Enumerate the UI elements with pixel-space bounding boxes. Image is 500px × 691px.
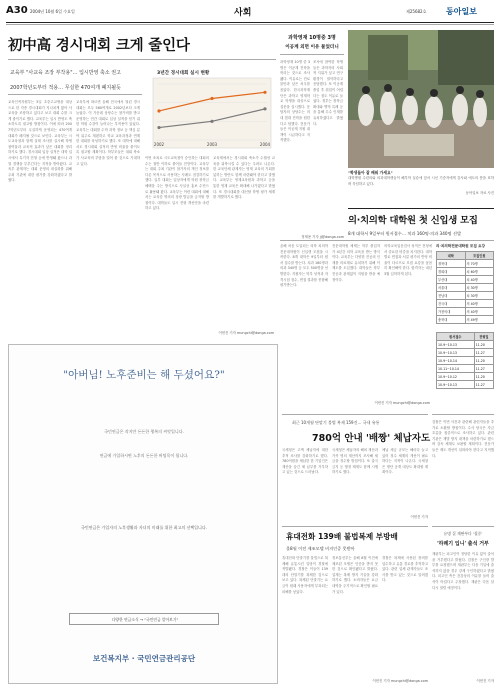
table-cell: 10.11~10.14 xyxy=(437,365,475,373)
sidebar-subtitle: 이공계 외면 이유 물었더니 xyxy=(285,45,339,50)
body-column: 전문대학원 체제는 학부 졸업자가 4년간 의학 교육을 받는 방식이다. 교육부는 다양한 전공의 인재를 의료계로 유치하기 위해 이 제도를 도입했다. 대학들은 학부 전공과 관계없이 지원을 받을 예정이다. xyxy=(332,244,380,282)
table-row xyxy=(437,357,494,365)
table-row xyxy=(437,308,494,316)
byline: 이헌진 기자 xyxy=(476,679,494,683)
page-number: A30 xyxy=(6,5,28,16)
table-row xyxy=(437,316,494,324)
table-row xyxy=(437,260,494,268)
headline: '하례기 입니' 출석 거부 xyxy=(437,541,489,547)
table-row xyxy=(437,381,494,389)
table-row xyxy=(437,373,494,381)
table-header: 원서접수 xyxy=(437,333,475,341)
contest-chart xyxy=(145,64,275,152)
table-cell: 10.9~10.12 xyxy=(437,373,475,381)
table-cell: 부산대 xyxy=(437,276,466,284)
byline: 이헌진 기자 mungchi@donga.com xyxy=(374,401,430,405)
x-tick-label: 2003 xyxy=(206,142,218,147)
chart-title: 3년간 경시대회 실시 현황 xyxy=(157,71,210,76)
table-cell: 건국대 xyxy=(437,300,466,308)
x-tick-label: 2004 xyxy=(259,142,271,147)
table-cell: 가천의대 xyxy=(437,308,466,316)
byline: 이헌진 기자 xyxy=(410,515,428,519)
body-column: 교육인적자원부는 5일 초중고교생을 대상으로 한 각종 경시대회가 지나치게 많아 사교육을 조장하고 있다고 보고 대회 수를 크게 줄이기로 했다. 교육부는 입시 반영도 축소하도록 권고할 방침이다. 이에 따라 2007학년도부터 무실하게 운영되는 470여개 대회가 폐지될 것으로 보인다. 교육부는 시도교육청과 함께 실태 조사를 실시해 학생 참여율과 교육적 효과가 낮은 대회를 정리하기로 했다. 경시대회 입상 실적은 대학 입시에서 특기자 전형 등에 반영돼 왔으나 과열 경쟁을 부추긴다는 지적을 받아왔다. 교육부 관계자는 대회 운영의 내실화를 위해 주최 기관에 대한 평가를 강화하겠다고 밝혔다. xyxy=(8,100,72,183)
subhead: 교육부 "사교육 조장 부작용"… 입시반영 축소 권고 xyxy=(10,70,121,76)
photo-image xyxy=(348,30,494,168)
body-column: 재판부는 피고인이 정당한 이유 없이 출석을 거부했다고 밝혔다. 검찰은 구인장 발부를 요청했으며 재판부는 다음 기일에 출석하지 않을 경우 강제 구인하겠다고 밝혔다. 피고인 측은 건강상의 이유를 들어 출석이 어렵다고 주장했다. 재판은 다음 달 다시 열릴 예정이다. xyxy=(432,552,494,590)
news-photo xyxy=(348,30,494,168)
table-header: 전형일 xyxy=(474,333,493,341)
photo-caption xyxy=(348,170,494,206)
table-cell: 전남대 xyxy=(437,292,466,300)
ad-slogan: "아버님! 노후준비는 해 두셨어요?" xyxy=(63,369,225,381)
table-cell: 의 49명 xyxy=(465,316,494,324)
section-name: 사회 xyxy=(234,8,252,18)
data-point xyxy=(263,107,266,110)
table-cell: 11.27 xyxy=(474,349,493,357)
headline: 初中高 경시대회 크게 줄인다 xyxy=(8,38,190,54)
table-row xyxy=(437,341,494,349)
pension-advertisement xyxy=(8,344,278,684)
masthead xyxy=(6,4,494,22)
body-column: 검찰은 이번 사건과 관련해 관련자들을 추가로 소환할 방침이다. 수사 당국은 자금 흐름을 집중적으로 조사하고 있다. 관련 기관은 재발 방지 대책을 마련하기로 했으며 감독 체계도 보완할 계획이다. 전문가들은 제도 개선이 뒤따라야 한다고 지적했다. xyxy=(432,420,494,458)
schedule-table-dates xyxy=(436,332,494,389)
table-cell: 11.20 xyxy=(474,341,493,349)
data-point xyxy=(263,91,266,94)
headline: 의·치의학 대학원 첫 신입생 모집 xyxy=(348,215,478,226)
byline: 정제용 기자 jj@donga.com xyxy=(301,235,344,239)
table-cell: 10.9~10.13 xyxy=(437,349,475,357)
body-column: 경찰은 복제에 사용된 장비를 압수하고 유통 경로를 추적하고 있다. 관련 업체 관계자들도 조사를 받고 있는 것으로 알려졌다. xyxy=(382,556,428,583)
side-column xyxy=(432,414,494,522)
paper-logo: 동아일보 xyxy=(446,7,477,16)
subhead: 8개 대학서 9일부터 원서접수… 치과 160명·의과 340명 선발 xyxy=(348,231,462,236)
caption-text: 대학병원 수련의와 의과대학생들이 해부학 실습에 앞서 시신 기증자에게 감사와 애도의 뜻을 표하며 묵념하고 있다. xyxy=(348,176,494,186)
table-cell: 충북대 xyxy=(437,316,466,324)
table-cell: 의 40명 xyxy=(465,300,494,308)
caption-title: "학생들아 잘 배워 가세요" xyxy=(348,170,393,175)
ad-cta-text: 다양한 연금소식 → "국민연금 알아보기" xyxy=(111,617,179,622)
table-cell: 10.9~10.13 xyxy=(437,341,475,349)
sidebar-title: 과학영재 10명중 3명 xyxy=(288,35,336,41)
table-cell: 치 30명 xyxy=(465,292,494,300)
ad-tagline: 국민연금은 가입자의 노후생활과 자녀의 미래를 위한 최고의 선택입니다. xyxy=(80,525,208,530)
body-column: 의학교육입문검사 성적은 전형에서 중요한 비중을 차지한다. 대학별로 면접과 서류 평가의 반영 비율이 다르므로 모집 요강을 꼼꼼히 확인해야 한다. 합격자는 내년 3월 입학하게 된다. xyxy=(384,244,432,276)
body-column: 교육부에 따르면 올해 전국에서 열린 경시대회는 모두 560여개로 2002년보다 크게 늘었다. 이 가운데 상당수는 참가비를 받고 운영하는 민간 대회로 입상 실적을 얻기 위한 학원 수강이 늘어나는 부작용이 있었다. 교육부는 대회를 수학 과학 정보 등 핵심 분야 위주로 재편하고 학교 교육과정과 연계한 대회를 육성하기로 했다. 또 대학에 대해서도 경시대회 실적의 반영 비율을 줄이도록 권고할 계획이다. 학부모들은 대회 축소가 사교육비 부담을 덜어 줄 것으로 기대하고 있다. xyxy=(76,100,140,166)
admission-table xyxy=(436,244,494,404)
story-medical-school xyxy=(280,208,494,408)
body-column: 국세청은 체납자의 해외 재산과 가족 명의 재산까지 조사해 세금을 징수할 방침이다. 또 출국 금지 등 행정 제재도 함께 시행하기로 했다. xyxy=(332,448,378,475)
table-row xyxy=(437,365,494,373)
body-column: 교육계에서는 경시대회 축소가 수월성 교육을 위축시킬 수 있다는 우려도 나온다. 한 교육단체 관계자는 영재 교육의 기회를 넓히는 방안도 함께 마련돼야 한다고 말했다. 교육부는 영재교육원과 과학고 등을 통한 영재 교육은 확대해 나가겠다고 밝혔다. 또 경시대회를 대신할 학생 평가 체계를 개발하기로 했다. xyxy=(213,156,275,200)
body-column: 정보통신부는 올해 8월 이전에 제조된 모델은 인증을 받지 못한 것으로 확인됐다고 밝혔다. 업계는 복제 방지 기술을 강화하기로 했다. 소비자들은 요금 내역을 주기적으로 확인할 필요가 있다. xyxy=(332,556,378,594)
chart-background xyxy=(153,78,271,148)
table-cell: 의 40명 xyxy=(465,308,494,316)
story-contest-reduction xyxy=(8,30,276,340)
table-row xyxy=(437,284,494,292)
table-row xyxy=(437,300,494,308)
table-cell: 치 40명 xyxy=(465,276,494,284)
data-point xyxy=(157,126,160,129)
body-column: 국세청은 고액 체납자에 대한 추적 조사를 강화하기로 했다. 780억원을 체납한 한 기업인은 재산을 숨긴 채 납부를 거부하고 있는 것으로 드러났다. xyxy=(282,448,328,475)
table-cell: 의 70명 xyxy=(465,260,494,268)
kicker: 유명 질 재판부다 '철중' xyxy=(443,531,483,536)
ad-cta-box[interactable] xyxy=(69,613,219,625)
schedule-table xyxy=(436,251,494,324)
table-row xyxy=(437,268,494,276)
table-cell: 10.9~10.13 xyxy=(437,381,475,389)
body-column: 체납 세금 규모는 해마다 늘고 있어 징수 체계의 개선이 필요하다는 지적이 나온다. 국세청은 명단 공개 대상도 확대할 계획이다. xyxy=(382,448,428,475)
kicker: 최근 10개월 단말기 불법 복제 159건… 국내 유통 xyxy=(292,420,380,425)
story-phone-cloning xyxy=(282,526,428,686)
table-header: 대학 xyxy=(437,252,466,260)
table-cell: 경북대 xyxy=(437,260,466,268)
body-column: 조사에 참여한 학생들은 과학자의 사회적 지위가 낮고 연구 환경이 열악하다고 응답했다. 또 이공계 졸업 후 취업이 어렵다는 점도 이유로 들었다. 정부는 장학금 확대와 병역 특례 등을 통해 우수 인재를 유치하겠다고 밝혔다. xyxy=(313,60,343,126)
ad-body-line: 연금에 가입하시면 노후의 든든한 버팀목이 됩니다. xyxy=(99,453,189,458)
body-column: 올해 처음 도입되는 의학 치의학 전문대학원이 신입생 모집을 시작한다. 8개 대학은 9일부터 원서 접수를 받는다. 치과 160명과 의과 340명 등 모두 500명을 선발한다. 지원자는 학부 성적과 자격시험 점수, 면접 결과를 종합해 평가받는다. xyxy=(280,244,328,288)
table-cell: 서울대 xyxy=(437,284,466,292)
edition-number: 제25682호 xyxy=(406,9,427,14)
chart-plot xyxy=(145,64,275,152)
photo-credit: 동아일보 자료 사진 xyxy=(465,191,494,195)
table-cell: 10.9~10.14 xyxy=(437,357,475,365)
data-point xyxy=(157,109,160,112)
body-column: 과학영재 10명 중 3명은 이공계 진학을 꺼리는 것으로 조사됐다. 이유로는 진로 불안과 낮은 처우를 꼽았다. 한국과학재단은 과학고 영재학교 학생을 대상으로 설문을 실시했다. 응답자의 상당수는 의대 법대 진학을 원한다고 답했다. 전문가들은 이공계 지원 대책이 시급하다고 지적했다. xyxy=(280,60,310,143)
issue-date: 2004년 10월 6일 수요일 xyxy=(30,9,75,14)
table-cell: 11.27 xyxy=(474,381,493,389)
table-header: 모집인원 xyxy=(465,252,494,260)
data-point xyxy=(210,97,213,100)
table-cell: 11.20 xyxy=(474,357,493,365)
byline: 이헌진 기자 mungchi@donga.com xyxy=(218,331,274,335)
story-trial xyxy=(432,526,494,686)
ad-body-line: 국민연금은 작지만 든든한 행복의 씨앗입니다. xyxy=(104,429,184,434)
table-row xyxy=(437,292,494,300)
body-column: 휴대전화 단말기를 불법으로 복제해 유통시킨 일당이 경찰에 적발됐다. 경찰은 이들이 139대의 단말기를 복제한 것으로 보고 있다. 복제된 단말기는 요금이 원래 사용자에게 부과되는 피해를 낳았다. xyxy=(282,556,328,594)
table-title: 의·치의학전문대학원 모집 요강 xyxy=(436,244,485,248)
story-tax-evasion xyxy=(282,414,431,524)
table-row xyxy=(437,349,494,357)
table-row xyxy=(437,276,494,284)
table-cell: 경희대 xyxy=(437,268,466,276)
table-cell: 11.20 xyxy=(474,373,493,381)
table-cell: 치 30명 xyxy=(465,284,494,292)
table-cell: 치 60명 xyxy=(465,268,494,276)
x-tick-label: 2002 xyxy=(153,142,165,147)
table-cell: 11.27 xyxy=(474,365,493,373)
subhead: 올8월 이전 제조모델 비지인증 못받아 xyxy=(286,546,355,551)
body-column: 이번 조치로 시도교육청이 승인하는 대회의 수는 절반 이하로 줄어들 전망이다. 교육부는 대회 주최 기관이 참가자의 개인 정보를 다른 목적으로 사용하는 사례도 점검하기로 했다. 일부 대회는 입상자에게 학원 장학금 혜택을 주는 방식으로 사실상 홍보 수단으로 활용돼 왔다. 교육부는 이런 대회에 대해서는 교육감 명의의 상장 발급을 금지할 방침이다. 대학들도 입시 전형 개선안을 마련하고 있다. xyxy=(145,156,209,211)
subhead: 2007학년도부터 적용… 무실한 470여개 폐지될듯 xyxy=(10,85,121,91)
data-point xyxy=(210,120,213,123)
ad-body xyxy=(39,393,249,543)
headline: 휴대전화 139배 불법복제 부방배 xyxy=(286,532,398,541)
ad-footer: 보건복지부 · 국민연금관리공단 xyxy=(92,654,196,663)
byline: 이헌진 기자 mungchi@donga.com xyxy=(372,679,428,683)
headline: 780억 안내 '배짱' 체납자도 xyxy=(312,433,431,444)
